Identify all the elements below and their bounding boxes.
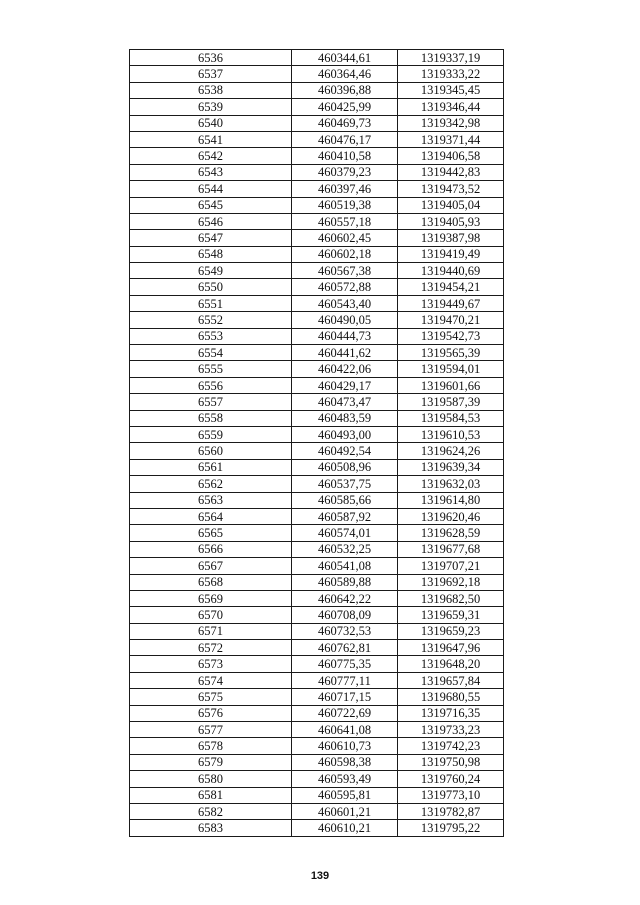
point-number-cell: 6583	[130, 820, 292, 836]
y-coordinate-cell: 1319677,68	[398, 541, 504, 557]
table-row	[130, 66, 504, 82]
table-row	[130, 722, 504, 738]
table-row	[130, 508, 504, 524]
y-coordinate-cell: 1319632,03	[398, 476, 504, 492]
y-coordinate-cell: 1319601,66	[398, 377, 504, 393]
x-coordinate-cell: 460397,46	[292, 181, 398, 197]
point-number-cell: 6536	[130, 50, 292, 66]
x-coordinate-cell: 460396,88	[292, 82, 398, 98]
y-coordinate-cell: 1319733,23	[398, 722, 504, 738]
y-coordinate-cell: 1319716,35	[398, 705, 504, 721]
point-number-cell: 6566	[130, 541, 292, 557]
y-coordinate-cell: 1319657,84	[398, 672, 504, 688]
y-coordinate-cell: 1319647,96	[398, 640, 504, 656]
x-coordinate-cell: 460490,05	[292, 312, 398, 328]
x-coordinate-cell: 460642,22	[292, 590, 398, 606]
y-coordinate-cell: 1319782,87	[398, 803, 504, 819]
table-row	[130, 607, 504, 623]
x-coordinate-cell: 460572,88	[292, 279, 398, 295]
point-number-cell: 6537	[130, 66, 292, 82]
y-coordinate-cell: 1319610,53	[398, 426, 504, 442]
x-coordinate-cell: 460610,73	[292, 738, 398, 754]
point-number-cell: 6543	[130, 164, 292, 180]
x-coordinate-cell: 460543,40	[292, 295, 398, 311]
x-coordinate-cell: 460473,47	[292, 394, 398, 410]
point-number-cell: 6557	[130, 394, 292, 410]
x-coordinate-cell: 460601,21	[292, 803, 398, 819]
table-row	[130, 213, 504, 229]
y-coordinate-cell: 1319405,04	[398, 197, 504, 213]
x-coordinate-cell: 460641,08	[292, 722, 398, 738]
y-coordinate-cell: 1319342,98	[398, 115, 504, 131]
y-coordinate-cell: 1319337,19	[398, 50, 504, 66]
table-row	[130, 115, 504, 131]
point-number-cell: 6541	[130, 131, 292, 147]
y-coordinate-cell: 1319470,21	[398, 312, 504, 328]
point-number-cell: 6572	[130, 640, 292, 656]
y-coordinate-cell: 1319659,31	[398, 607, 504, 623]
y-coordinate-cell: 1319620,46	[398, 508, 504, 524]
x-coordinate-cell: 460587,92	[292, 508, 398, 524]
table-row	[130, 787, 504, 803]
point-number-cell: 6538	[130, 82, 292, 98]
point-number-cell: 6556	[130, 377, 292, 393]
table-row	[130, 82, 504, 98]
y-coordinate-cell: 1319624,26	[398, 443, 504, 459]
y-coordinate-cell: 1319473,52	[398, 181, 504, 197]
point-number-cell: 6559	[130, 426, 292, 442]
table-row	[130, 541, 504, 557]
y-coordinate-cell: 1319659,23	[398, 623, 504, 639]
x-coordinate-cell: 460708,09	[292, 607, 398, 623]
point-number-cell: 6545	[130, 197, 292, 213]
table-row	[130, 377, 504, 393]
table-row	[130, 459, 504, 475]
table-row	[130, 771, 504, 787]
x-coordinate-cell: 460775,35	[292, 656, 398, 672]
point-number-cell: 6576	[130, 705, 292, 721]
point-number-cell: 6567	[130, 558, 292, 574]
point-number-cell: 6542	[130, 148, 292, 164]
y-coordinate-cell: 1319750,98	[398, 754, 504, 770]
table-row	[130, 803, 504, 819]
table-row	[130, 394, 504, 410]
table-row	[130, 525, 504, 541]
point-number-cell: 6564	[130, 508, 292, 524]
point-number-cell: 6560	[130, 443, 292, 459]
point-number-cell: 6563	[130, 492, 292, 508]
x-coordinate-cell: 460722,69	[292, 705, 398, 721]
x-coordinate-cell: 460610,21	[292, 820, 398, 836]
y-coordinate-cell: 1319333,22	[398, 66, 504, 82]
table-row	[130, 263, 504, 279]
y-coordinate-cell: 1319419,49	[398, 246, 504, 262]
table-row	[130, 754, 504, 770]
point-number-cell: 6574	[130, 672, 292, 688]
table-row	[130, 328, 504, 344]
x-coordinate-cell: 460519,38	[292, 197, 398, 213]
table-row	[130, 820, 504, 836]
y-coordinate-cell: 1319542,73	[398, 328, 504, 344]
point-number-cell: 6554	[130, 345, 292, 361]
y-coordinate-cell: 1319707,21	[398, 558, 504, 574]
x-coordinate-cell: 460598,38	[292, 754, 398, 770]
y-coordinate-cell: 1319440,69	[398, 263, 504, 279]
y-coordinate-cell: 1319628,59	[398, 525, 504, 541]
point-number-cell: 6577	[130, 722, 292, 738]
table-row	[130, 558, 504, 574]
point-number-cell: 6578	[130, 738, 292, 754]
y-coordinate-cell: 1319682,50	[398, 590, 504, 606]
table-row	[130, 131, 504, 147]
table-row	[130, 574, 504, 590]
point-number-cell: 6569	[130, 590, 292, 606]
table-row	[130, 197, 504, 213]
point-number-cell: 6553	[130, 328, 292, 344]
point-number-cell: 6558	[130, 410, 292, 426]
y-coordinate-cell: 1319405,93	[398, 213, 504, 229]
y-coordinate-cell: 1319371,44	[398, 131, 504, 147]
x-coordinate-cell: 460585,66	[292, 492, 398, 508]
table-row	[130, 50, 504, 66]
point-number-cell: 6546	[130, 213, 292, 229]
y-coordinate-cell: 1319614,80	[398, 492, 504, 508]
y-coordinate-cell: 1319454,21	[398, 279, 504, 295]
y-coordinate-cell: 1319406,58	[398, 148, 504, 164]
table-row	[130, 623, 504, 639]
y-coordinate-cell: 1319639,34	[398, 459, 504, 475]
table-row	[130, 640, 504, 656]
table-row	[130, 164, 504, 180]
table-row	[130, 672, 504, 688]
x-coordinate-cell: 460493,00	[292, 426, 398, 442]
x-coordinate-cell: 460602,45	[292, 230, 398, 246]
table-row	[130, 312, 504, 328]
x-coordinate-cell: 460483,59	[292, 410, 398, 426]
x-coordinate-cell: 460717,15	[292, 689, 398, 705]
point-number-cell: 6539	[130, 99, 292, 115]
table-row	[130, 590, 504, 606]
point-number-cell: 6549	[130, 263, 292, 279]
x-coordinate-cell: 460492,54	[292, 443, 398, 459]
point-number-cell: 6581	[130, 787, 292, 803]
y-coordinate-cell: 1319692,18	[398, 574, 504, 590]
x-coordinate-cell: 460444,73	[292, 328, 398, 344]
point-number-cell: 6551	[130, 295, 292, 311]
x-coordinate-cell: 460476,17	[292, 131, 398, 147]
table-row	[130, 148, 504, 164]
x-coordinate-cell: 460422,06	[292, 361, 398, 377]
x-coordinate-cell: 460508,96	[292, 459, 398, 475]
x-coordinate-cell: 460532,25	[292, 541, 398, 557]
x-coordinate-cell: 460593,49	[292, 771, 398, 787]
point-number-cell: 6561	[130, 459, 292, 475]
table-row	[130, 410, 504, 426]
point-number-cell: 6547	[130, 230, 292, 246]
point-number-cell: 6562	[130, 476, 292, 492]
x-coordinate-cell: 460425,99	[292, 99, 398, 115]
x-coordinate-cell: 460777,11	[292, 672, 398, 688]
x-coordinate-cell: 460537,75	[292, 476, 398, 492]
point-number-cell: 6565	[130, 525, 292, 541]
table-row	[130, 345, 504, 361]
x-coordinate-cell: 460410,58	[292, 148, 398, 164]
y-coordinate-cell: 1319742,23	[398, 738, 504, 754]
coordinates-table	[129, 49, 504, 837]
point-number-cell: 6552	[130, 312, 292, 328]
point-number-cell: 6548	[130, 246, 292, 262]
table-row	[130, 492, 504, 508]
x-coordinate-cell: 460574,01	[292, 525, 398, 541]
table-row	[130, 689, 504, 705]
table-row	[130, 246, 504, 262]
table-row	[130, 476, 504, 492]
x-coordinate-cell: 460602,18	[292, 246, 398, 262]
y-coordinate-cell: 1319584,53	[398, 410, 504, 426]
x-coordinate-cell: 460589,88	[292, 574, 398, 590]
table-row	[130, 230, 504, 246]
y-coordinate-cell: 1319795,22	[398, 820, 504, 836]
point-number-cell: 6544	[130, 181, 292, 197]
point-number-cell: 6580	[130, 771, 292, 787]
x-coordinate-cell: 460762,81	[292, 640, 398, 656]
point-number-cell: 6568	[130, 574, 292, 590]
table-row	[130, 361, 504, 377]
table-row	[130, 738, 504, 754]
point-number-cell: 6550	[130, 279, 292, 295]
y-coordinate-cell: 1319587,39	[398, 394, 504, 410]
x-coordinate-cell: 460541,08	[292, 558, 398, 574]
x-coordinate-cell: 460344,61	[292, 50, 398, 66]
page-number: 139	[310, 870, 330, 882]
point-number-cell: 6573	[130, 656, 292, 672]
point-number-cell: 6579	[130, 754, 292, 770]
table-row	[130, 443, 504, 459]
y-coordinate-cell: 1319345,45	[398, 82, 504, 98]
y-coordinate-cell: 1319680,55	[398, 689, 504, 705]
point-number-cell: 6540	[130, 115, 292, 131]
table-row	[130, 99, 504, 115]
y-coordinate-cell: 1319648,20	[398, 656, 504, 672]
y-coordinate-cell: 1319449,67	[398, 295, 504, 311]
table-row	[130, 295, 504, 311]
x-coordinate-cell: 460469,73	[292, 115, 398, 131]
x-coordinate-cell: 460732,53	[292, 623, 398, 639]
y-coordinate-cell: 1319346,44	[398, 99, 504, 115]
x-coordinate-cell: 460567,38	[292, 263, 398, 279]
x-coordinate-cell: 460595,81	[292, 787, 398, 803]
table-row	[130, 279, 504, 295]
point-number-cell: 6571	[130, 623, 292, 639]
coordinates-table-body	[130, 50, 504, 837]
y-coordinate-cell: 1319760,24	[398, 771, 504, 787]
x-coordinate-cell: 460379,23	[292, 164, 398, 180]
x-coordinate-cell: 460364,46	[292, 66, 398, 82]
y-coordinate-cell: 1319594,01	[398, 361, 504, 377]
table-row	[130, 181, 504, 197]
x-coordinate-cell: 460429,17	[292, 377, 398, 393]
y-coordinate-cell: 1319773,10	[398, 787, 504, 803]
x-coordinate-cell: 460557,18	[292, 213, 398, 229]
y-coordinate-cell: 1319442,83	[398, 164, 504, 180]
x-coordinate-cell: 460441,62	[292, 345, 398, 361]
point-number-cell: 6575	[130, 689, 292, 705]
y-coordinate-cell: 1319565,39	[398, 345, 504, 361]
table-row	[130, 656, 504, 672]
table-row	[130, 426, 504, 442]
point-number-cell: 6570	[130, 607, 292, 623]
point-number-cell: 6582	[130, 803, 292, 819]
table-row	[130, 705, 504, 721]
y-coordinate-cell: 1319387,98	[398, 230, 504, 246]
point-number-cell: 6555	[130, 361, 292, 377]
